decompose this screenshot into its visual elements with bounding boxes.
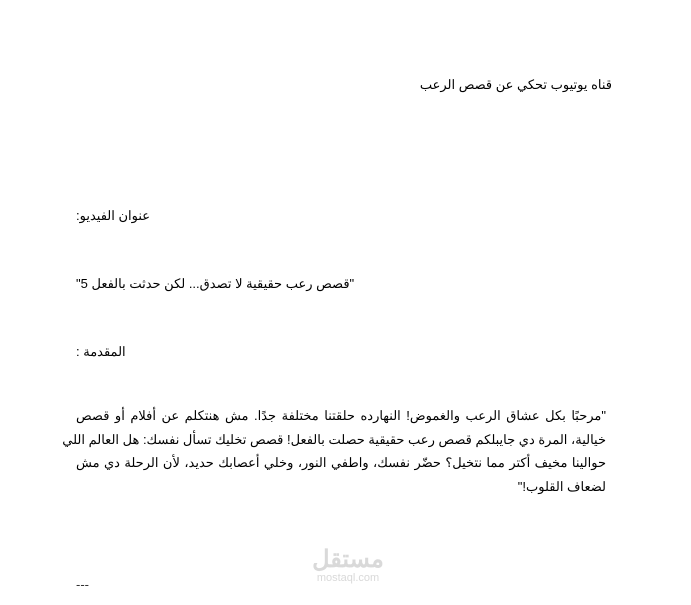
- intro-label: المقدمة :: [76, 344, 126, 359]
- intro-line: لضعاف القلوب!": [517, 478, 606, 494]
- video-title: "قصص رعب حقيقية لا تصدق... لكن حدثت بالفعل 5": [76, 276, 355, 291]
- document-heading: قناه يوتيوب تحكي عن قصص الرعب: [419, 77, 612, 92]
- intro-line: "مرحبًا بكل عشاق الرعب والغموض! النهارده حلقتنا مختلفة جدًا. مش هنتكلم عن أفلام أو قصص: [76, 408, 606, 423]
- mostaql-watermark-logo: [305, 548, 391, 584]
- intro-paragraph: [62, 404, 606, 498]
- intro-line: خيالية، المرة دي جايبلكم قصص رعب حقيقية حصلت بالفعل! قصص تخليك تسأل نفسك: هل العالم اللي: [62, 431, 606, 447]
- video-title-label: عنوان الفيديو:: [76, 208, 151, 223]
- watermark-arabic: مستقل: [312, 546, 384, 573]
- watermark-latin: mostaql.com: [316, 572, 380, 584]
- intro-line: حوالينا مخيف أكتر مما نتخيل؟ حضّر نفسك، واطفي النور، وخلي أعصابك حديد، لأن الرحلة دي مش: [76, 455, 606, 470]
- separator: ---: [76, 577, 89, 592]
